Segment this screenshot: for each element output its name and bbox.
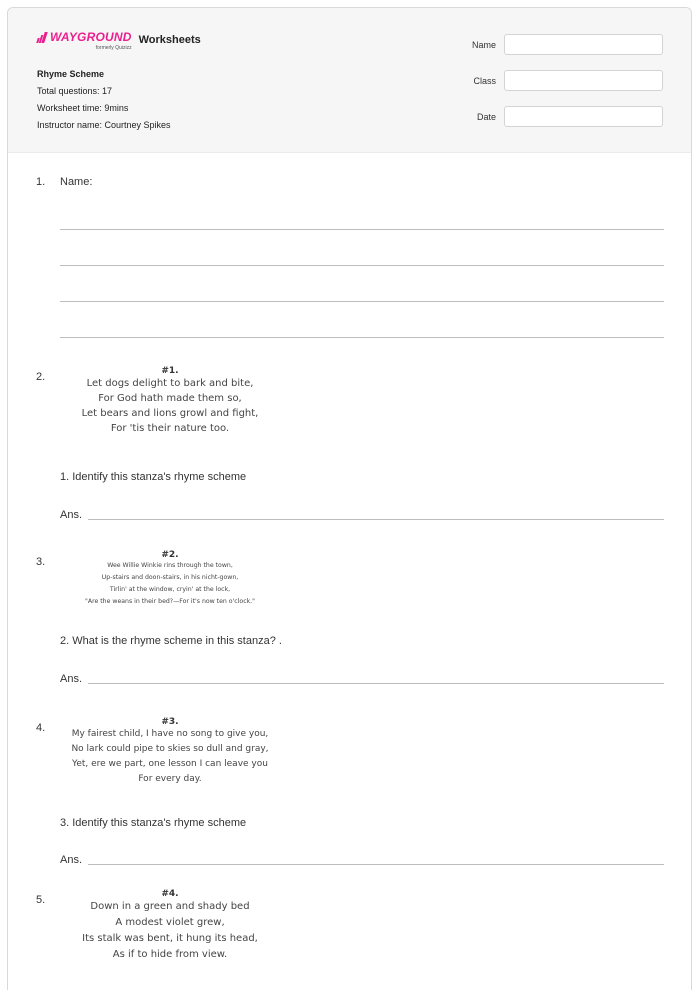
name-label: Name: [471, 39, 496, 50]
poem-header: #2.: [161, 550, 179, 560]
logo-subtext: formerly Quizizz: [95, 45, 132, 51]
question-number: 3.: [36, 556, 46, 568]
answer-line[interactable]: [60, 229, 664, 230]
question-number: 2.: [36, 371, 46, 383]
answer-field[interactable]: [60, 509, 664, 521]
answer-line[interactable]: [88, 864, 664, 865]
question-number: 4.: [36, 722, 46, 734]
date-label: Date: [476, 111, 496, 122]
worksheet-time: Worksheet time: 9mins: [37, 103, 129, 113]
logo-text: WAYGROUND: [50, 30, 132, 44]
worksheet-meta: [37, 68, 171, 136]
poem-line: Let bears and lions growl and fight,: [81, 408, 259, 419]
wayground-logo: [37, 31, 132, 51]
answer-line[interactable]: [60, 301, 664, 302]
poem-line: As if to hide from view.: [112, 949, 228, 960]
poem-line: Let dogs delight to bark and bite,: [86, 378, 254, 389]
poem-line: No lark could pipe to skies so dull and gray,: [71, 744, 269, 754]
class-input[interactable]: [504, 70, 663, 91]
poem-header: #3.: [161, 717, 179, 727]
poem-line: For God hath made them so,: [98, 393, 242, 404]
answer-line[interactable]: [88, 519, 664, 520]
poem-header: #1.: [161, 366, 179, 376]
poem-line: For 'tis their nature too.: [110, 423, 230, 434]
answer-field[interactable]: [60, 673, 664, 685]
answer-field[interactable]: [60, 854, 664, 866]
poem-line: A modest violet grew,: [115, 917, 225, 928]
worksheet: [7, 7, 692, 990]
poem-line: Wee Willie Winkie rins through the town,: [107, 562, 233, 569]
question-text: 3. Identify this stanza's rhyme scheme: [60, 817, 247, 829]
answer-lines[interactable]: [60, 176, 664, 346]
poem-line: Down in a green and shady bed: [90, 901, 250, 912]
answer-line[interactable]: [60, 265, 664, 266]
poem-stanza: [60, 550, 280, 608]
name-input[interactable]: [504, 34, 663, 55]
class-field-row: [472, 70, 663, 91]
name-field-row: [472, 34, 663, 55]
poem-stanza: [60, 717, 280, 787]
question-text: Name:: [60, 176, 93, 188]
poem-line: Tirlin' at the window, cryin' at the lock,: [109, 586, 231, 593]
student-fields: [472, 34, 663, 142]
logo-mark-icon: [37, 32, 47, 43]
class-label: Class: [473, 75, 496, 86]
answer-label: Ans.: [60, 854, 83, 866]
answer-label: Ans.: [60, 509, 83, 521]
answer-line[interactable]: [88, 683, 664, 684]
poem-stanza: [60, 366, 280, 436]
poem-header: #4.: [161, 889, 179, 899]
question-number: 5.: [36, 894, 46, 906]
question-text: 2. What is the rhyme scheme in this stanza? .: [60, 635, 282, 647]
poem-line: My fairest child, I have no song to give you,: [71, 729, 269, 739]
worksheet-title: Rhyme Scheme: [37, 69, 105, 79]
poem-line: "Are the weans in their bed?—For it's now ten o'clock.": [85, 598, 255, 605]
poem-line: Its stalk was bent, it hung its head,: [82, 933, 258, 944]
total-questions: Total questions: 17: [37, 86, 113, 96]
poem-line: For every day.: [138, 774, 202, 784]
brand: [37, 31, 201, 51]
poem-stanza: [60, 889, 280, 963]
answer-label: Ans.: [60, 673, 83, 685]
date-field-row: [472, 106, 663, 127]
answer-line[interactable]: [60, 337, 664, 338]
product-title: Worksheets: [138, 34, 201, 46]
question-number: 1.: [36, 176, 46, 188]
worksheet-header: [8, 8, 691, 153]
date-input[interactable]: [504, 106, 663, 127]
instructor-name: Instructor name: Courtney Spikes: [37, 120, 171, 130]
poem-line: Up-stairs and doon-stairs, in his nicht-gown,: [101, 574, 239, 581]
poem-line: Yet, ere we part, one lesson I can leave you: [72, 759, 268, 769]
question-text: 1. Identify this stanza's rhyme scheme: [60, 471, 247, 483]
